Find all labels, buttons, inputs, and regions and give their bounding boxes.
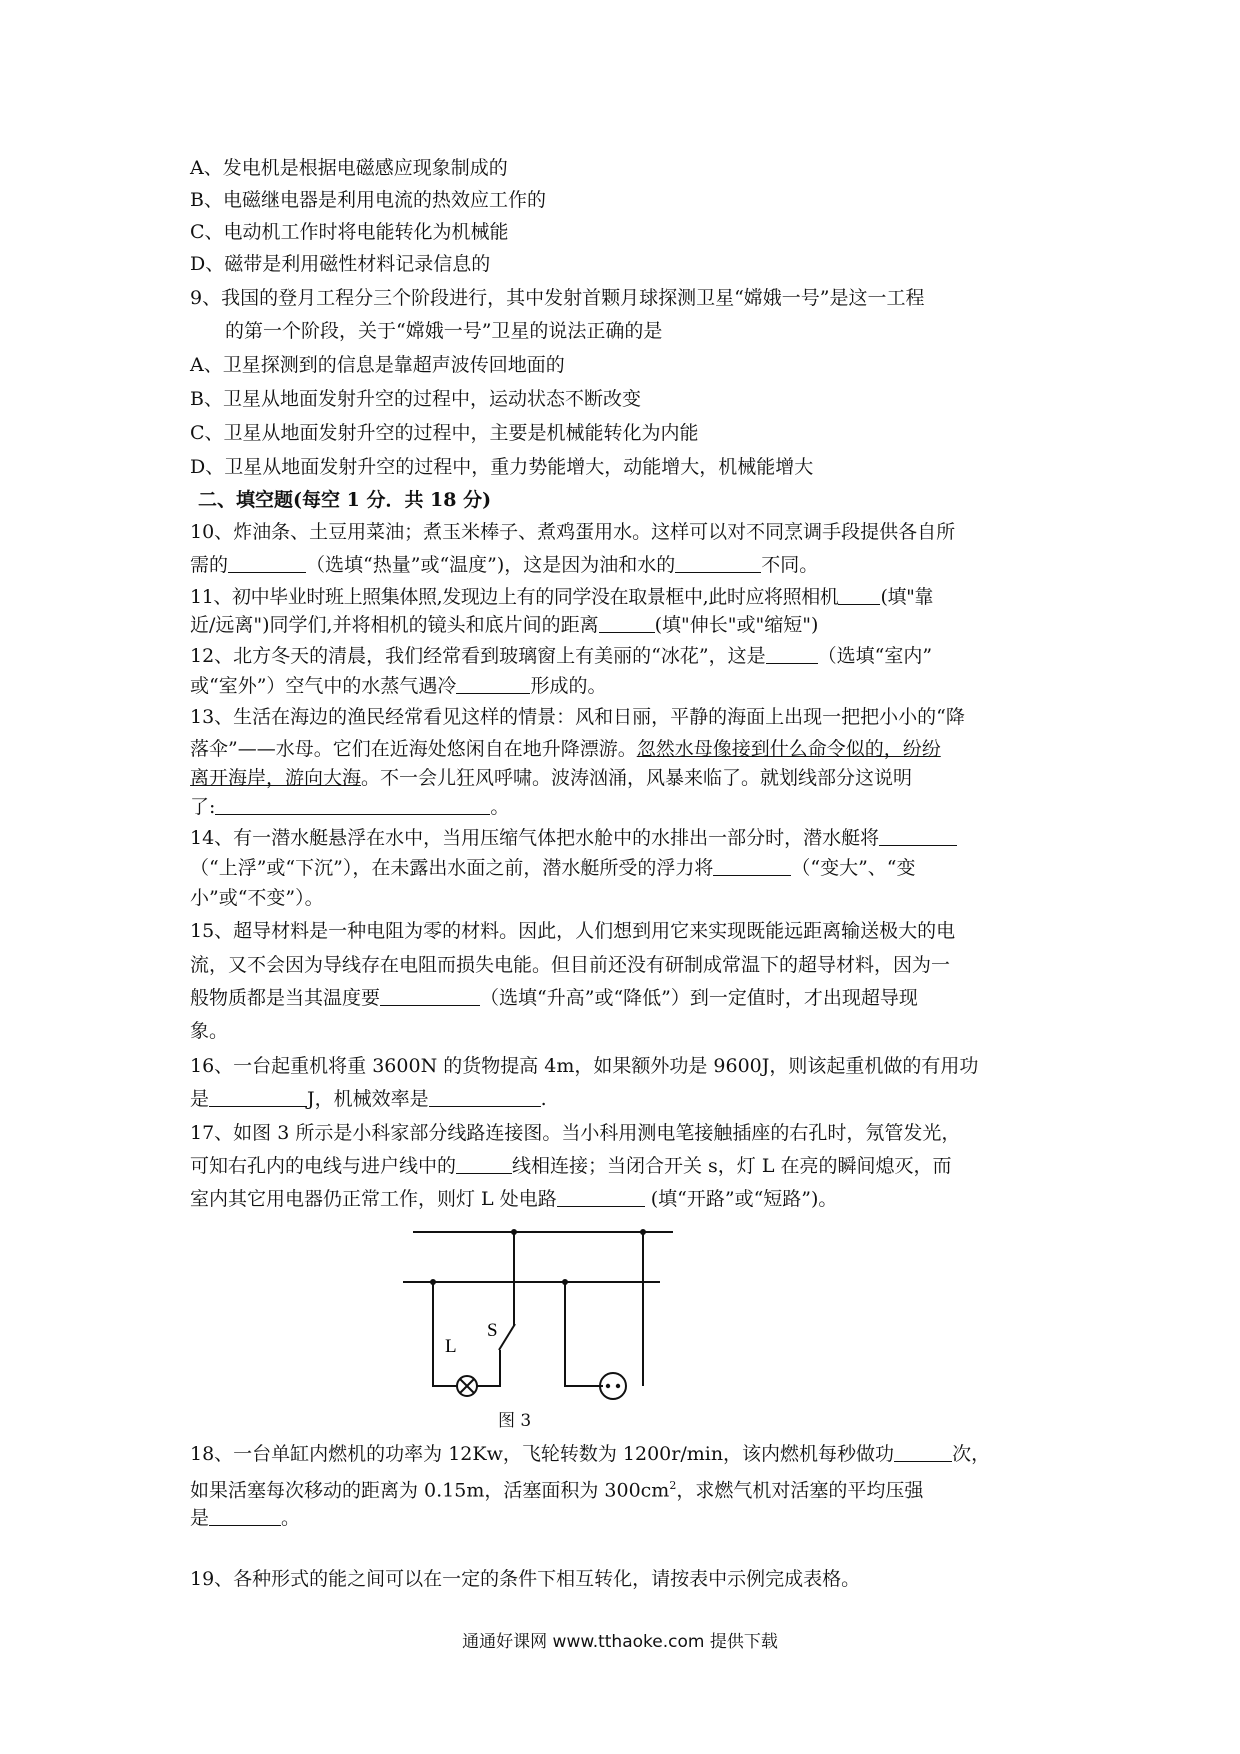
q11-text-d: (填"伸长"或"缩短") bbox=[654, 614, 819, 636]
answer-blank bbox=[429, 1088, 541, 1107]
q15-text-a: 般物质都是当其温度要 bbox=[190, 987, 381, 1009]
q13-line2 bbox=[190, 737, 941, 761]
q12-line1 bbox=[190, 644, 932, 668]
q13-text-c: 了: bbox=[190, 796, 216, 818]
answer-blank bbox=[456, 675, 530, 694]
q9-option-d: D、卫星从地面发射升空的过程中，重力势能增大，动能增大，机械能增大 bbox=[190, 456, 814, 478]
q10-text-b: （选填“热量”或“温度”)，这是因为油和水的 bbox=[306, 554, 676, 576]
q9-stem-line2: 的第一个阶段，关于“嫦娥一号”卫星的说法正确的是 bbox=[225, 320, 663, 342]
answer-blank bbox=[209, 1507, 281, 1526]
q8-option-a: A、发电机是根据电磁感应现象制成的 bbox=[190, 157, 508, 179]
q10-line1: 10、炸油条、土豆用菜油；煮玉米棒子、煮鸡蛋用水。这样可以对不同烹调手段提供各自所 bbox=[190, 521, 956, 543]
q13-line1: 13、生活在海边的渔民经常看见这样的情景：风和日丽，平静的海面上出现一把把小小的“降 bbox=[190, 706, 965, 728]
q13-text-a: 落伞”——水母。它们在近海处悠闲自在地升降漂游。 bbox=[190, 738, 637, 760]
q17-text-c: 室内其它用电器仍正常工作，则灯 L 处电路 bbox=[190, 1188, 557, 1210]
q8-option-d: D、磁带是利用磁性材料记录信息的 bbox=[190, 253, 491, 275]
q15-line3 bbox=[190, 986, 918, 1010]
answer-blank bbox=[675, 554, 761, 573]
q11-line2 bbox=[190, 613, 818, 637]
answer-blank bbox=[894, 1443, 952, 1462]
q14-text-b: （“上浮”或“下沉”），在未露出水面之前，潜水艇所受的浮力将 bbox=[190, 857, 714, 879]
q13-text-b: 。不一会儿狂风呼啸。波涛汹涌，风暴来临了。就划线部分这说明 bbox=[361, 767, 913, 789]
q10-text-c: 不同。 bbox=[761, 554, 819, 576]
q19-line: 19、各种形式的能之间可以在一定的条件下相互转化，请按表中示例完成表格。 bbox=[190, 1568, 861, 1590]
q15-text-b: （选填“升高”或“降低”）到一定值时，才出现超导现 bbox=[480, 987, 918, 1009]
q16-line1: 16、一台起重机将重 3600N 的货物提高 4m，如果额外功是 9600J，则该起重机做的有用功 bbox=[190, 1055, 979, 1077]
answer-blank bbox=[838, 586, 880, 605]
q17-line2 bbox=[190, 1154, 952, 1178]
answer-blank bbox=[228, 554, 306, 573]
lamp-branch-right bbox=[476, 1350, 500, 1386]
q13-line4 bbox=[190, 795, 509, 819]
lamp-label: L bbox=[445, 1336, 457, 1357]
answer-blank bbox=[209, 1088, 307, 1107]
answer-blank bbox=[215, 796, 490, 815]
q12-text-b: （选填“室内” bbox=[817, 645, 933, 667]
q16-text-a: 是 bbox=[190, 1088, 210, 1110]
q14-text-a: 14、有一潜水艇悬浮在水中，当用压缩气体把水舱中的水排出一部分时，潜水艇将 bbox=[190, 827, 880, 849]
q16-line2 bbox=[190, 1087, 547, 1111]
answer-blank bbox=[557, 1188, 645, 1207]
q11-text-c: 近/远离")同学们,并将相机的镜头和底片间的距离 bbox=[190, 614, 599, 636]
q14-line3: 小”或“不变”）。 bbox=[190, 887, 324, 909]
q13-text-d: 。 bbox=[490, 796, 510, 818]
switch-label: S bbox=[487, 1320, 498, 1341]
q13-underlined-text: 离开海岸，游向大海 bbox=[190, 767, 362, 789]
socket-branch-left bbox=[565, 1282, 603, 1386]
q11-line1 bbox=[190, 585, 933, 609]
q10-line2 bbox=[190, 553, 818, 577]
page-footer: 通通好课网 www.tthaoke.com 提供下载 bbox=[462, 1632, 778, 1652]
answer-blank bbox=[713, 857, 791, 876]
q17-text-a: 可知右孔内的电线与进户线中的 bbox=[190, 1155, 457, 1177]
q17-line1: 17、如图 3 所示是小科家部分线路连接图。当小科用测电笔接触插座的右孔时，氖管发光， bbox=[190, 1122, 961, 1144]
q18-text-c: 如果活塞每次移动的距离为 0.15m，活塞面积为 300cm bbox=[190, 1479, 670, 1502]
q14-text-c: （“变大”、“变 bbox=[791, 857, 916, 879]
q18-text-a: 18、一台单缸内燃机的功率为 12Kw，飞轮转数为 1200r/min，该内燃机每秒做功 bbox=[190, 1443, 895, 1465]
switch-blade bbox=[499, 1324, 515, 1350]
q10-text-a: 需的 bbox=[190, 554, 229, 576]
q18-text-b: 次， bbox=[952, 1443, 991, 1465]
q17-line3 bbox=[190, 1187, 837, 1211]
q13-line3 bbox=[190, 766, 912, 790]
q15-line2: 流，又不会因为导线存在电阻而损失电能。但目前还没有研制成常温下的超导材料，因为一 bbox=[190, 954, 951, 976]
answer-blank bbox=[879, 827, 957, 846]
answer-blank bbox=[766, 645, 818, 664]
superscript: 2 bbox=[669, 1479, 677, 1492]
q9-option-a: A、卫星探测到的信息是靠超声波传回地面的 bbox=[190, 354, 565, 376]
q16-text-c: . bbox=[540, 1088, 547, 1110]
q15-line1: 15、超导材料是一种电阻为零的材料。因此，人们想到用它来实现既能远距离输送极大的电 bbox=[190, 920, 956, 942]
q16-text-b: J，机械效率是 bbox=[307, 1088, 429, 1110]
q18-text-d: ，求燃气机对活塞的平均压强 bbox=[676, 1479, 924, 1502]
q11-text-b: (填"靠 bbox=[880, 586, 934, 608]
answer-blank bbox=[456, 1155, 512, 1174]
q14-line2 bbox=[190, 856, 916, 880]
q15-line4: 象。 bbox=[190, 1020, 229, 1042]
q9-option-c: C、卫星从地面发射升空的过程中，主要是机械能转化为内能 bbox=[190, 422, 699, 444]
q18-text-e: 是 bbox=[190, 1507, 210, 1529]
q8-option-b: B、电磁继电器是利用电流的热效应工作的 bbox=[190, 189, 546, 211]
q8-option-c: C、电动机工作时将电能转化为机械能 bbox=[190, 221, 509, 243]
q9-option-b: B、卫星从地面发射升空的过程中，运动状态不断改变 bbox=[190, 388, 641, 410]
circuit-diagram bbox=[395, 1210, 685, 1400]
socket-symbol bbox=[600, 1373, 626, 1399]
q13-underlined-text: 忽然水母像接到什么命令似的，纷纷 bbox=[636, 738, 941, 760]
q17-text-b: 线相连接；当闭合开关 s，灯 L 在亮的瞬间熄灭，而 bbox=[512, 1155, 952, 1177]
q17-text-d: (填“开路”或“短路”)。 bbox=[650, 1188, 838, 1210]
q12-text-a: 12、北方冬天的清晨，我们经常看到玻璃窗上有美丽的“冰花”，这是 bbox=[190, 645, 766, 667]
q12-text-c: 或“室外”）空气中的水蒸气遇冷 bbox=[190, 675, 457, 697]
section-title: 二、填空题(每空 1 分．共 18 分) bbox=[198, 489, 492, 511]
q11-text-a: 11、初中毕业时班上照集体照,发现边上有的同学没在取景框中,此时应将照相机 bbox=[190, 586, 839, 608]
q18-text-f: 。 bbox=[281, 1507, 301, 1529]
q14-line1 bbox=[190, 826, 957, 850]
q18-line2 bbox=[190, 1474, 923, 1502]
figure-caption: 图 3 bbox=[498, 1411, 532, 1431]
lamp-branch-left bbox=[433, 1282, 458, 1386]
q18-line1 bbox=[190, 1442, 990, 1466]
q12-text-d: 形成的。 bbox=[530, 675, 607, 697]
answer-blank bbox=[599, 614, 655, 633]
q9-stem-line1: 9、我国的登月工程分三个阶段进行，其中发射首颗月球探测卫星“嫦娥一号”是这一工程 bbox=[190, 287, 925, 309]
q18-line3 bbox=[190, 1506, 300, 1530]
q12-line2 bbox=[190, 674, 606, 698]
answer-blank bbox=[380, 987, 480, 1006]
